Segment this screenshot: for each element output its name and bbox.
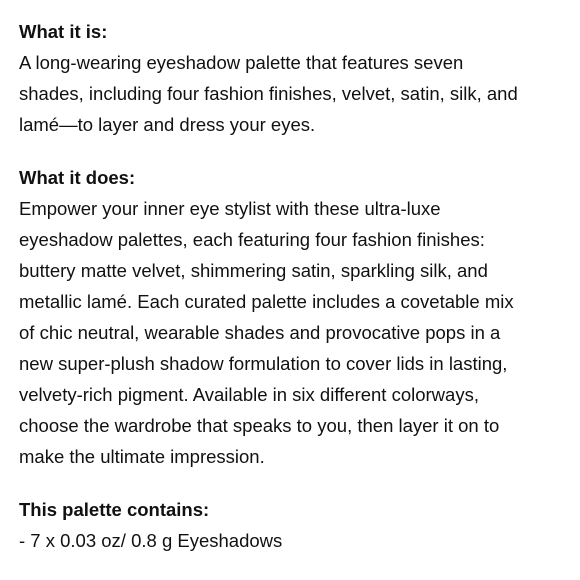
body-line: buttery matte velvet, shimmering satin, sparkling silk, and: [19, 260, 488, 281]
section-palette-contains: [19, 494, 562, 556]
body-line: Empower your inner eye stylist with these ultra-luxe: [19, 198, 441, 219]
body-line: - 7 x 0.03 oz/ 0.8 g Eyeshadows: [19, 530, 283, 551]
body-line: new super-plush shadow formulation to cover lids in lasting,: [19, 353, 508, 374]
body-line: metallic lamé. Each curated palette includes a covetable mix: [19, 291, 514, 312]
section-heading: What it does:: [19, 167, 136, 188]
body-line: velvety-rich pigment. Available in six different colorways,: [19, 384, 479, 405]
body-line: make the ultimate impression.: [19, 446, 265, 467]
section-body: [19, 47, 562, 140]
body-line: lamé—to layer and dress your eyes.: [19, 114, 316, 135]
body-line: choose the wardrobe that speaks to you, then layer it on to: [19, 415, 500, 436]
section-heading: What it is:: [19, 21, 108, 42]
section-what-it-does: [19, 162, 562, 472]
section-spacer: [19, 472, 562, 494]
body-line: eyeshadow palettes, each featuring four fashion finishes:: [19, 229, 485, 250]
section-what-it-is: [19, 16, 562, 140]
section-body: [19, 525, 562, 556]
section-spacer: [19, 140, 562, 162]
section-body: [19, 193, 562, 472]
section-heading: This palette contains:: [19, 499, 210, 520]
body-line: of chic neutral, wearable shades and provocative pops in a: [19, 322, 501, 343]
body-line: A long-wearing eyeshadow palette that features seven: [19, 52, 464, 73]
body-line: shades, including four fashion finishes, velvet, satin, silk, and: [19, 83, 518, 104]
